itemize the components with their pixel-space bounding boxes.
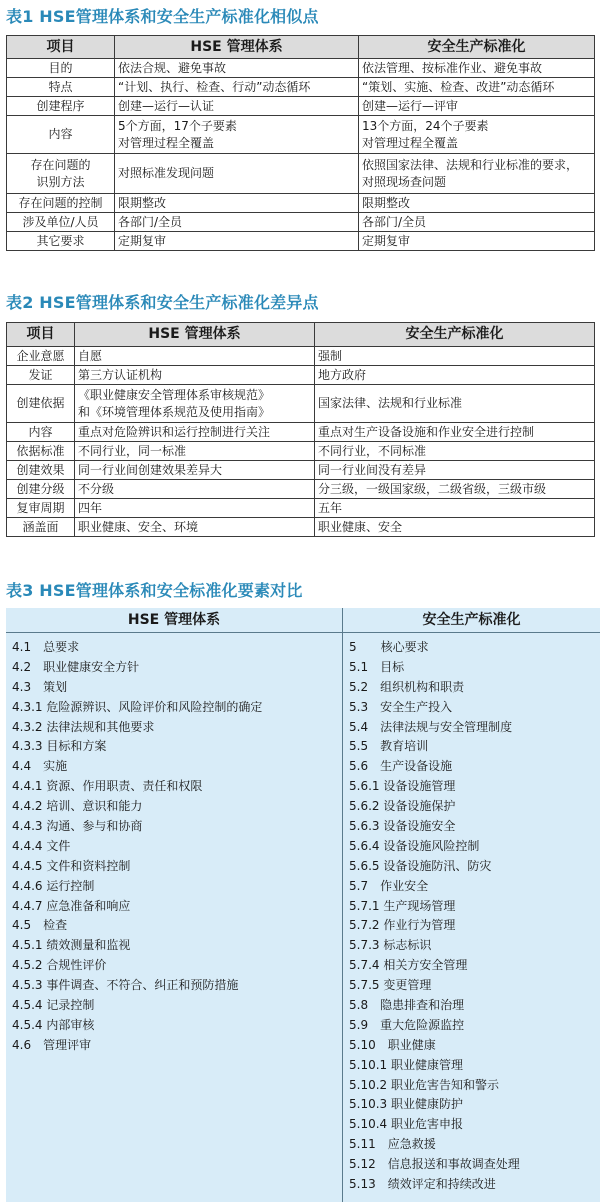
table-cell: 第三方认证机构 bbox=[75, 366, 315, 385]
table1-title: 表1 HSE管理体系和安全生产标准化相似点 bbox=[6, 7, 319, 26]
table-row bbox=[7, 97, 595, 116]
list-item: 5.7.3 标志标识 bbox=[349, 938, 432, 953]
list-item: 4.5.4 内部审核 bbox=[12, 1017, 95, 1032]
list-item: 4.5 检查 bbox=[12, 918, 68, 933]
table-row bbox=[7, 59, 595, 78]
table-cell: 各部门/全员 bbox=[115, 213, 359, 232]
table-cell bbox=[115, 116, 359, 154]
table-row bbox=[7, 116, 595, 154]
table2-title: 表2 HSE管理体系和安全生产标准化差异点 bbox=[6, 293, 319, 312]
table2-item-coverage: 涵盖面 bbox=[7, 518, 75, 537]
table2-header-item: 项目 bbox=[7, 323, 75, 347]
list-item: 4.3.2 法律法规和其他要求 bbox=[12, 719, 155, 734]
table-cell: 定期复审 bbox=[359, 232, 595, 251]
list-item: 4.2 职业健康安全方针 bbox=[12, 659, 140, 674]
table1-header-item: 项目 bbox=[7, 36, 115, 59]
table-cell: 不分级 bbox=[75, 480, 315, 499]
table2 bbox=[6, 322, 595, 537]
table-row bbox=[7, 154, 595, 194]
table-cell: 不同行业，不同标准 bbox=[315, 442, 595, 461]
list-item: 5.7.2 作业行为管理 bbox=[349, 918, 456, 933]
list-item: 4.5.4 记录控制 bbox=[12, 998, 95, 1013]
table-cell: 依法管理、按标准作业、避免事故 bbox=[359, 59, 595, 78]
cell-line: 《职业健康安全管理体系审核规范》 bbox=[78, 387, 271, 402]
table2-item-effect: 创建效果 bbox=[7, 461, 75, 480]
list-item: 5.10 职业健康 bbox=[349, 1037, 436, 1052]
table-cell: 地方政府 bbox=[315, 366, 595, 385]
table-cell: 分三级，一级国家级，二级省级，三级市级 bbox=[315, 480, 595, 499]
list-item: 4.4.4 文件 bbox=[12, 838, 71, 853]
table2-header-row bbox=[7, 323, 595, 347]
table1 bbox=[6, 35, 595, 251]
table-cell: 职业健康、安全 bbox=[315, 518, 595, 537]
table-cell: 不同行业，同一标准 bbox=[75, 442, 315, 461]
list-item: 4.6 管理评审 bbox=[12, 1037, 92, 1052]
list-item: 5.6.1 设备设施管理 bbox=[349, 779, 456, 794]
table3-header-hse: HSE 管理体系 bbox=[127, 612, 221, 628]
table-row bbox=[7, 78, 595, 97]
table1-item-control: 存在问题的控制 bbox=[7, 194, 115, 213]
cell-line: 存在问题的 bbox=[30, 157, 91, 172]
table3 bbox=[6, 608, 600, 1202]
table-row bbox=[7, 423, 595, 442]
table1-header-std: 安全生产标准化 bbox=[359, 36, 595, 59]
list-item: 5.4 法律法规与安全管理制度 bbox=[349, 719, 513, 734]
table-row bbox=[7, 347, 595, 366]
table-cell bbox=[359, 116, 595, 154]
table3-column-divider bbox=[342, 608, 343, 1202]
table1-item-purpose: 目的 bbox=[7, 59, 115, 78]
table3-std-list bbox=[349, 638, 597, 1195]
table-cell: “计划、执行、检查、行动”动态循环 bbox=[115, 78, 359, 97]
list-item: 5.10.1 职业健康管理 bbox=[349, 1057, 463, 1072]
list-item: 4.3.3 目标和方案 bbox=[12, 739, 107, 754]
list-item: 5.7 作业安全 bbox=[349, 878, 429, 893]
list-item: 5.6.5 设备设施防汛、防灾 bbox=[349, 858, 492, 873]
list-item: 4.5.2 合规性评价 bbox=[12, 958, 107, 973]
table2-item-cert: 发证 bbox=[7, 366, 75, 385]
list-item: 4.4 实施 bbox=[12, 759, 68, 774]
list-item: 5.5 教育培训 bbox=[349, 739, 429, 754]
cell-line: 和《环境管理体系规范及使用指南》 bbox=[78, 404, 271, 419]
table-row bbox=[7, 461, 595, 480]
table-row bbox=[7, 232, 595, 251]
table-cell: 创建—运行—评审 bbox=[359, 97, 595, 116]
list-item: 5.10.2 职业危害告知和警示 bbox=[349, 1077, 499, 1092]
table1-item-other: 其它要求 bbox=[7, 232, 115, 251]
cell-line: 对管理过程全覆盖 bbox=[118, 135, 215, 150]
list-item: 4.3.1 危险源辨识、风险评价和风险控制的确定 bbox=[12, 699, 263, 714]
table1-item-scope: 涉及单位/人员 bbox=[7, 213, 115, 232]
list-item: 5.2 组织机构和职责 bbox=[349, 679, 465, 694]
table2-item-content: 内容 bbox=[7, 423, 75, 442]
table-cell: 自愿 bbox=[75, 347, 315, 366]
list-item: 5.11 应急救援 bbox=[349, 1137, 436, 1152]
table-row bbox=[7, 499, 595, 518]
cell-line: 5个方面，17个子要素 bbox=[118, 118, 237, 133]
table-cell: 各部门/全员 bbox=[359, 213, 595, 232]
table-row bbox=[7, 194, 595, 213]
list-item: 4.4.6 运行控制 bbox=[12, 878, 95, 893]
table2-item-cycle: 复审周期 bbox=[7, 499, 75, 518]
list-item: 5.13 绩效评定和持续改进 bbox=[349, 1177, 496, 1192]
list-item: 5 核心要求 bbox=[349, 640, 429, 654]
list-item: 5.6.3 设备设施安全 bbox=[349, 819, 456, 834]
cell-line: 依照国家法律、法规和行业标准的要求， bbox=[362, 157, 579, 172]
table1-item-feature: 特点 bbox=[7, 78, 115, 97]
list-item: 4.4.1 资源、作用职责、责任和权限 bbox=[12, 779, 203, 794]
table2-header-std: 安全生产标准化 bbox=[315, 323, 595, 347]
list-item: 5.10.4 职业危害申报 bbox=[349, 1117, 463, 1132]
table2-item-basis: 创建依据 bbox=[7, 385, 75, 423]
table3-hse-list bbox=[12, 638, 338, 1056]
table-row bbox=[7, 366, 595, 385]
table-cell: 定期复审 bbox=[115, 232, 359, 251]
list-item: 4.3 策划 bbox=[12, 679, 68, 694]
table-row bbox=[7, 213, 595, 232]
table2-item-standard: 依据标准 bbox=[7, 442, 75, 461]
table-cell: 国家法律、法规和行业标准 bbox=[315, 385, 595, 423]
table-cell: 五年 bbox=[315, 499, 595, 518]
table2-item-willing: 企业意愿 bbox=[7, 347, 75, 366]
table-cell: 同一行业间没有差异 bbox=[315, 461, 595, 480]
table-cell: 强制 bbox=[315, 347, 595, 366]
table-cell: 职业健康、安全、环境 bbox=[75, 518, 315, 537]
table3-title: 表3 HSE管理体系和安全标准化要素对比 bbox=[6, 581, 303, 600]
table-cell bbox=[75, 385, 315, 423]
list-item: 4.4.3 沟通、参与和协商 bbox=[12, 819, 143, 834]
table-cell: “策划、实施、检查、改进”动态循环 bbox=[359, 78, 595, 97]
table-cell bbox=[359, 154, 595, 194]
table2-item-grade: 创建分级 bbox=[7, 480, 75, 499]
list-item: 4.4.2 培训、意识和能力 bbox=[12, 799, 143, 814]
list-item: 5.7.4 相关方安全管理 bbox=[349, 958, 468, 973]
list-item: 5.1 目标 bbox=[349, 659, 405, 674]
list-item: 5.9 重大危险源监控 bbox=[349, 1017, 465, 1032]
list-item: 5.8 隐患排查和治理 bbox=[349, 998, 465, 1013]
table-cell: 对照标准发现问题 bbox=[115, 154, 359, 194]
table-row bbox=[7, 480, 595, 499]
list-item: 5.7.5 变更管理 bbox=[349, 978, 432, 993]
table1-header-hse: HSE 管理体系 bbox=[115, 36, 359, 59]
table3-header-divider bbox=[6, 632, 600, 633]
table-row bbox=[7, 518, 595, 537]
table1-header-row bbox=[7, 36, 595, 59]
table-cell: 限期整改 bbox=[359, 194, 595, 213]
list-item: 4.4.7 应急准备和响应 bbox=[12, 898, 131, 913]
table-cell: 重点对生产设备设施和作业安全进行控制 bbox=[315, 423, 595, 442]
cell-line: 对照现场查问题 bbox=[362, 174, 447, 189]
table-row bbox=[7, 385, 595, 423]
table-cell: 同一行业间创建效果差异大 bbox=[75, 461, 315, 480]
cell-line: 对管理过程全覆盖 bbox=[362, 135, 459, 150]
list-item: 5.12 信息报送和事故调查处理 bbox=[349, 1157, 520, 1172]
list-item: 4.5.1 绩效测量和监视 bbox=[12, 938, 131, 953]
table1-item-identify bbox=[7, 154, 115, 194]
cell-line: 识别方法 bbox=[36, 174, 85, 189]
table3-header-std: 安全生产标准化 bbox=[422, 612, 521, 628]
list-item: 4.1 总要求 bbox=[12, 640, 80, 654]
table1-item-procedure: 创建程序 bbox=[7, 97, 115, 116]
list-item: 5.3 安全生产投入 bbox=[349, 699, 453, 714]
list-item: 5.10.3 职业健康防护 bbox=[349, 1097, 463, 1112]
cell-line: 13个方面，24个子要素 bbox=[362, 118, 489, 133]
table-cell: 依法合规、避免事故 bbox=[115, 59, 359, 78]
list-item: 4.4.5 文件和资料控制 bbox=[12, 858, 131, 873]
list-item: 5.7.1 生产现场管理 bbox=[349, 898, 456, 913]
table-cell: 重点对危险辨识和运行控制进行关注 bbox=[75, 423, 315, 442]
table-row bbox=[7, 442, 595, 461]
list-item: 5.6.4 设备设施风险控制 bbox=[349, 838, 480, 853]
list-item: 5.6.2 设备设施保护 bbox=[349, 799, 456, 814]
table-cell: 限期整改 bbox=[115, 194, 359, 213]
list-item: 5.6 生产设备设施 bbox=[349, 759, 453, 774]
table2-header-hse: HSE 管理体系 bbox=[75, 323, 315, 347]
list-item: 4.5.3 事件调查、不符合、纠正和预防措施 bbox=[12, 978, 239, 993]
table-cell: 四年 bbox=[75, 499, 315, 518]
table1-item-content: 内容 bbox=[7, 116, 115, 154]
table-cell: 创建—运行—认证 bbox=[115, 97, 359, 116]
